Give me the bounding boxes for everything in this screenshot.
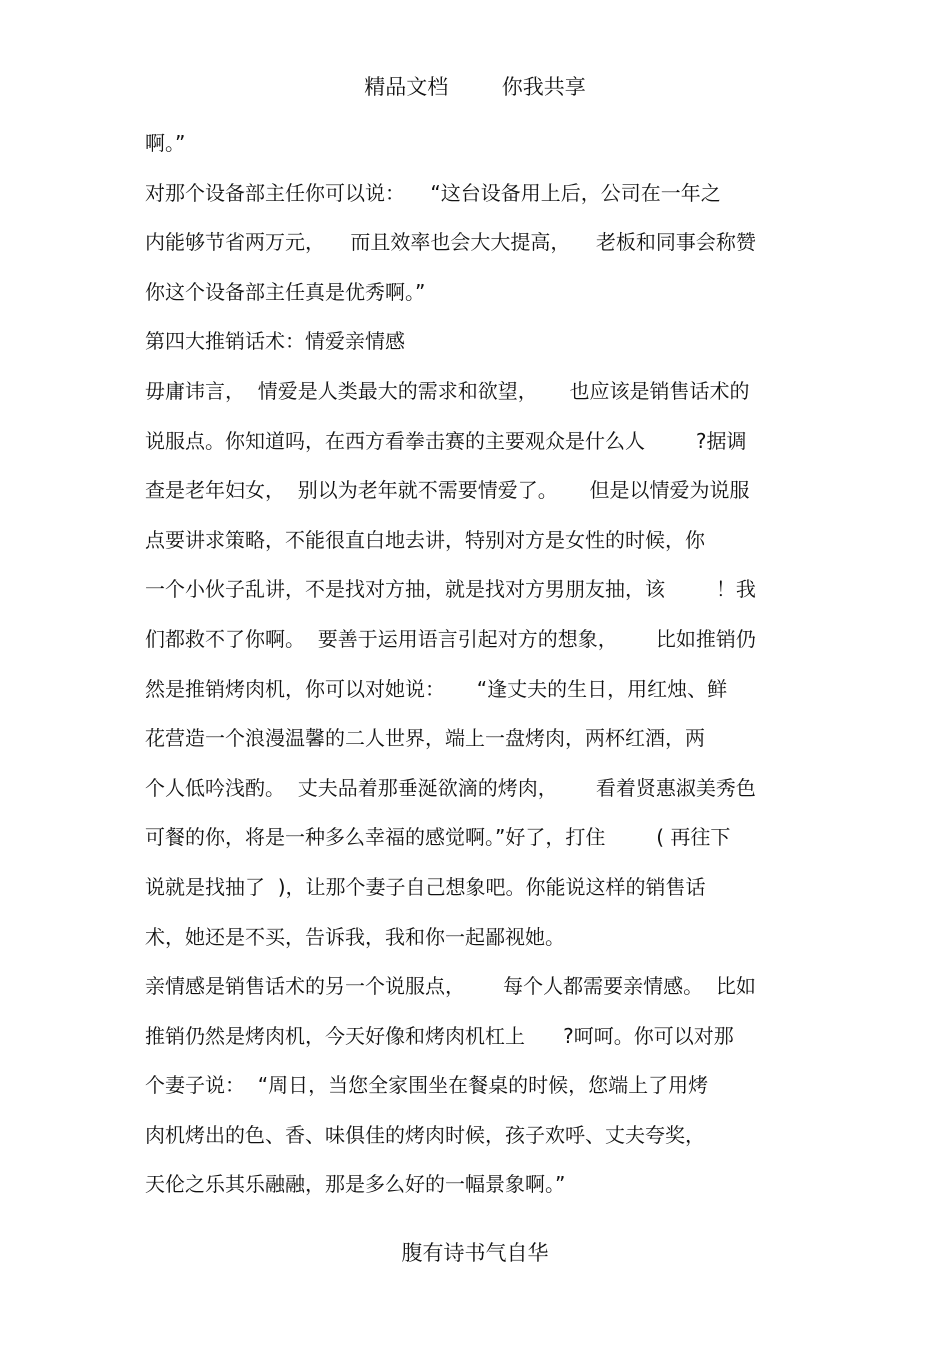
text-line: 可餐的你，将是一种多么幸福的感觉啊。”好了，打住 ( 再往下 <box>145 825 731 850</box>
text-line: 天伦之乐其乐融融，那是多么好的一幅景象啊。” <box>145 1172 566 1197</box>
text-line: 个人低吟浅酌。 丈夫品着那垂涎欲滴的烤肉， 看着贤惠淑美秀色 <box>145 775 756 800</box>
text-line: 个妻子说： “周日，当您全家围坐在餐桌的时候，您端上了用烤 <box>145 1073 709 1098</box>
page-footer: 腹有诗书气自华 <box>401 1241 549 1265</box>
text-line: 说就是找抽了 )，让那个妻子自己想象吧。你能说这样的销售话 <box>145 874 706 899</box>
text-line: 然是推销烤肉机，你可以对她说： “逢丈夫的生日，用红烛、鲜 <box>145 676 728 701</box>
header-right-text: 你我共享 <box>501 75 586 99</box>
text-line: 一个小伙子乱讲，不是找对方抽，就是找对方男朋友抽，该 ！我 <box>145 577 756 602</box>
text-line: 推销仍然是烤肉机，今天好像和烤肉机杠上 ?呵呵。你可以对那 <box>145 1023 734 1048</box>
text-line: 对那个设备部主任你可以说： “这台设备用上后，公司在一年之 <box>145 180 721 205</box>
text-line: 肉机烤出的色、香、味俱佳的烤肉时候，孩子欢呼、丈夫夸奖， <box>145 1122 705 1147</box>
text-line: 内能够节省两万元， 而且效率也会大大提高， 老板和同事会称赞 <box>145 230 756 255</box>
text-line: 毋庸讳言， 情爱是人类最大的需求和欲望， 也应该是销售话术的 <box>145 378 750 403</box>
text-line: 们都救不了你啊。 要善于运用语言引起对方的想象， 比如推销仍 <box>145 626 756 651</box>
text-line: 术，她还是不买，告诉我，我和你一起鄙视她。 <box>145 924 565 949</box>
text-line: 你这个设备部主任真是优秀啊。” <box>145 279 426 304</box>
text-line: 查是老年妇女， 别以为老年就不需要情爱了。 但是以情爱为说服 <box>145 478 750 503</box>
section-heading: 第四大推销话术：情爱亲情感 <box>145 329 405 354</box>
text-line: 点要讲求策略，不能很直白地去讲，特别对方是女性的时候，你 <box>145 527 705 552</box>
page-header <box>0 72 950 102</box>
body-text <box>145 125 815 1216</box>
text-line: 花营造一个浪漫温馨的二人世界，端上一盘烤肉，两杯红酒，两 <box>145 726 705 751</box>
text-line: 啊。” <box>145 131 186 155</box>
text-line: 亲情感是销售话术的另一个说服点， 每个人都需要亲情感。 比如 <box>145 974 756 999</box>
text-line: 说服点。你知道吗，在西方看拳击赛的主要观众是什么人 ?据调 <box>145 428 747 453</box>
header-left-text: 精品文档 <box>364 75 449 99</box>
